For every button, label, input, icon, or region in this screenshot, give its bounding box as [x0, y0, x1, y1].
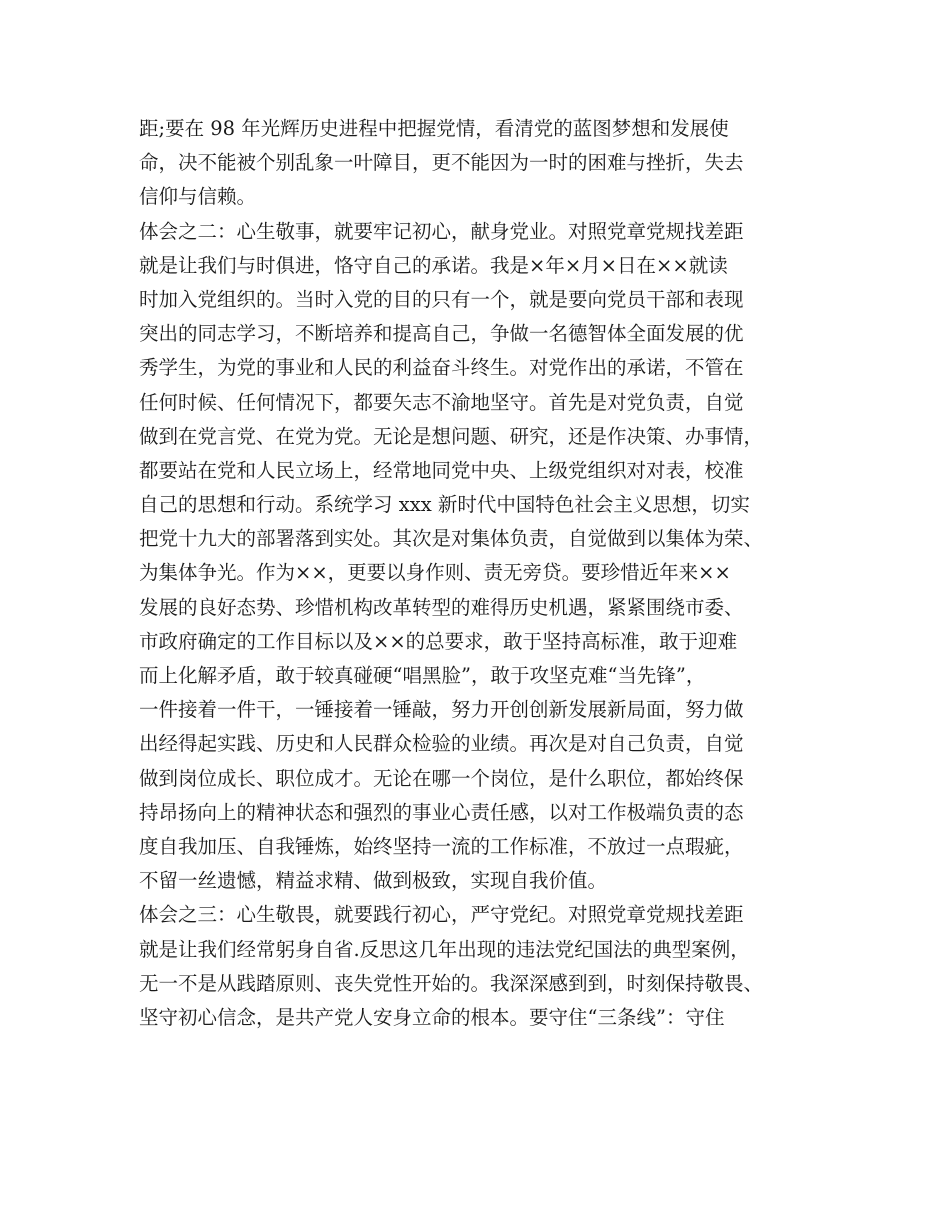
text-line: 出经得起实践、历史和人民群众检验的业绩。再次是对自己负责，自觉 — [139, 732, 744, 756]
text-line: 而上化解矛盾，敢于较真碰硬“唱黑脸”，敢于攻坚克难“当先锋”， — [139, 664, 706, 687]
section-heading-line: 体会之二：心生敬事，就要牢记初心，献身党业。对照党章党规找差距 — [139, 219, 744, 243]
text-line: 做到在党言党、在党为党。无论是想问题、研究，还是作决策、办事情， — [139, 424, 764, 448]
text-line: 度自我加压、自我锤炼，始终坚持一流的工作标准，不放过一点瑕疵， — [139, 834, 744, 858]
text-line: 不留一丝遗憾，精益求精、做到极致，实现自我价值。 — [139, 869, 608, 893]
text-line: 一件接着一件干，一锤接着一锤敲，努力开创创新发展新局面，努力做 — [139, 698, 744, 722]
text-line: 市政府确定的工作目标以及××的总要求，敢于坚持高标准，敢于迎难 — [139, 629, 738, 653]
text-line: 突出的同志学习，不断培养和提高自己，争做一名德智体全面发展的优 — [139, 322, 744, 346]
text-line: 坚守初心信念，是共产党人安身立命的根本。要守住“三条线”：守住 — [139, 1005, 725, 1029]
text-line: 把党十九大的部署落到实处。其次是对集体负责，自觉做到以集体为荣、 — [139, 527, 764, 551]
text-line: 秀学生，为党的事业和人民的利益奋斗终生。对党作出的承诺，不管在 — [139, 356, 744, 380]
section-heading-line: 体会之三：心生敬畏，就要践行初心，严守党纪。对照党章党规找差距 — [139, 903, 744, 927]
text-line: 就是让我们经常躬身自省.反思这几年出现的违法党纪国法的典型案例， — [139, 937, 750, 961]
text-line: 为集体争光。作为××，更要以身作则、责无旁贷。要珍惜近年来×× — [139, 561, 731, 585]
text-line: 做到岗位成长、职位成才。无论在哪一个岗位，是什么职位，都始终保 — [139, 766, 744, 790]
text-line: 就是让我们与时俱进，恪守自己的承诺。我是×年×月×日在××就读 — [139, 253, 728, 277]
text-line: 发展的良好态势、珍惜机构改革转型的难得历史机遇，紧紧围绕市委、 — [139, 595, 744, 619]
text-line: 命，决不能被个别乱象一叶障目，更不能因为一时的困难与挫折，失去 — [139, 151, 744, 175]
text-line: 时加入党组织的。当时入党的目的只有一个，就是要向党员干部和表现 — [139, 287, 744, 311]
text-line: 自己的思想和行动。系统学习 xxx 新时代中国特色社会主义思想，切实 — [139, 493, 750, 517]
text-line: 距;要在 98 年光辉历史进程中把握党情，看清党的蓝图梦想和发展使 — [139, 117, 729, 140]
text-line: 无一不是从践踏原则、丧失党性开始的。我深深感到到，时刻保持敬畏、 — [139, 971, 764, 995]
text-line: 任何时候、任何情况下，都要矢志不渝地坚守。首先是对党负责，自觉 — [139, 390, 744, 414]
text-line: 持昂扬向上的精神状态和强烈的事业心责任感，以对工作极端负责的态 — [139, 800, 744, 824]
body-text — [139, 112, 839, 1035]
text-line: 都要站在党和人民立场上，经常地同党中央、上级党组织对对表，校准 — [139, 458, 744, 482]
text-line: 信仰与信赖。 — [139, 185, 257, 209]
